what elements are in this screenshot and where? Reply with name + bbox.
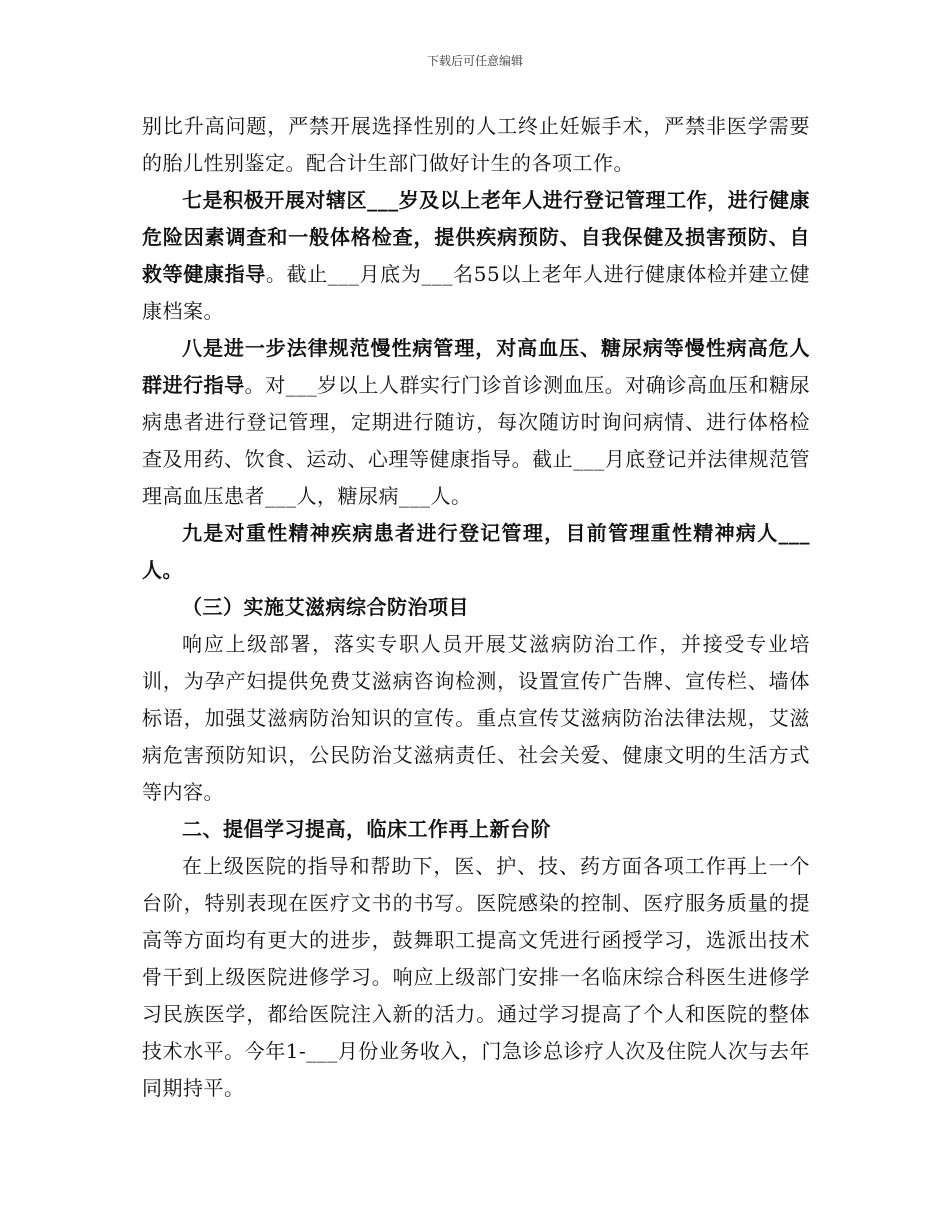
paragraph-elderly-text: 。截止___月底为___名55以上老年人进行健康体检并建立健康档案。 [142, 262, 811, 323]
paragraph-elderly-management [142, 182, 810, 330]
section-heading-clinical: 二、提倡学习提高，临床工作再上新台阶 [182, 817, 551, 841]
paragraph-chronic-text: 。对___岁以上人群实行门诊首诊测血压。对确诊高血压和糖尿病患者进行登记管理，定期进行随访，每次随访时询问病情、进行体格检查及用药、饮食、运动、心理等健康指导。截止___月底登记并法律规范管理高血压患者___人，糖尿病___人。 [142, 373, 811, 508]
paragraph-mental-illness: 九是对重性精神疾病患者进行登记管理，目前管理重性精神病人___人。 [142, 521, 810, 582]
page-header: 下载后可任意编辑 [426, 54, 523, 68]
paragraph-clinical-work: 在上级医院的指导和帮助下，医、护、技、药方面各项工作再上一个台阶，特别表现在医疗文书的书写。医院感染的控制、医疗服务质量的提高等方面均有更大的进步，鼓舞职工提高文凭进行函授学习，选派出技术骨干到上级医院进修学习。响应上级部门安排一名临床综合科医生进修学习民族医学，都给医院注入新的活力。通过学习提高了个人和医院的整体技术水平。今年1-___月份业务收入，门急诊总诊疗人次及住院人次与去年同期持平。 [142, 854, 810, 1100]
paragraph-aids-prevention: 响应上级部署，落实专职人员开展艾滋病防治工作，并接受专业培训，为孕产妇提供免费艾滋病咨询检测，设置宣传广告牌、宣传栏、墙体标语，加强艾滋病防治知识的宣传。重点宣传艾滋病防治法律法规，艾滋病危害预防知识，公民防治艾滋病责任、社会关爱、健康文明的生活方式等内容。 [142, 632, 810, 804]
paragraph-chronic-bold: 八是进一步法律规范慢性病管理，对高血压、糖尿病等慢性病高危人群进行指导 [142, 336, 810, 397]
paragraph-chronic-disease [142, 330, 810, 515]
section-heading-aids: （三）实施艾滋病综合防治项目 [182, 595, 469, 619]
paragraph-family-planning: 别比升高问题，严禁开展选择性别的人工终止妊娠手术，严禁非医学需要的胎儿性别鉴定。配合计生部门做好计生的各项工作。 [142, 114, 810, 175]
paragraph-elderly-bold: 七是积极开展对辖区___岁及以上老年人进行登记管理工作，进行健康危险因素调查和一般体格检查，提供疾病预防、自我保健及损害预防、自救等健康指导 [142, 188, 810, 286]
document-body [142, 108, 810, 1107]
